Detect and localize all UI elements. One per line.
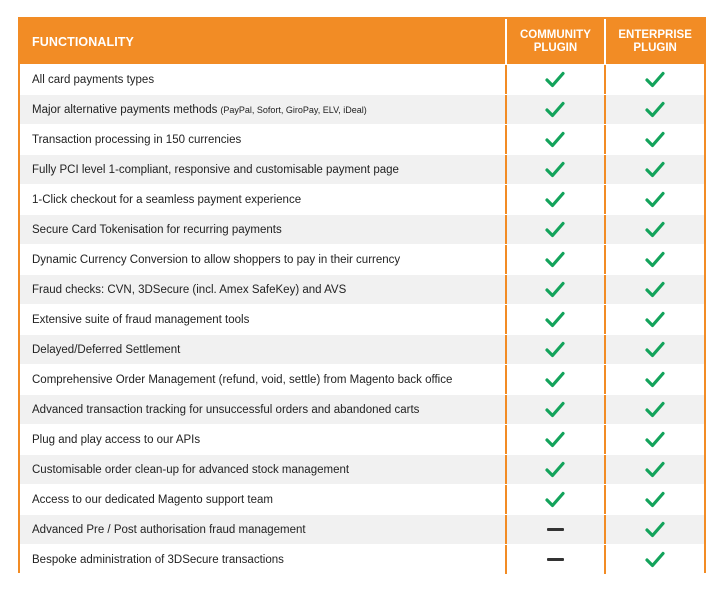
enterprise-plugin-cell: [604, 215, 704, 244]
community-plugin-cell: [505, 395, 605, 424]
community-plugin-cell: [505, 455, 605, 484]
check-icon: [545, 251, 565, 268]
feature-cell: [20, 65, 505, 94]
feature-cell: [20, 125, 505, 154]
check-icon: [645, 191, 665, 208]
table-row: [20, 94, 704, 124]
enterprise-plugin-cell: [604, 335, 704, 364]
enterprise-plugin-cell: [604, 395, 704, 424]
feature-cell: [20, 485, 505, 514]
table-row: [20, 454, 704, 484]
feature-cell: [20, 395, 505, 424]
community-plugin-cell: [505, 215, 605, 244]
table-header: [20, 19, 704, 64]
feature-cell: [20, 545, 505, 574]
enterprise-plugin-cell: [604, 65, 704, 94]
table-row: [20, 334, 704, 364]
feature-label: Advanced transaction tracking for unsuccessful orders and abandoned carts: [32, 403, 420, 416]
community-plugin-cell: [505, 545, 605, 574]
enterprise-plugin-cell: [604, 485, 704, 514]
enterprise-plugin-cell: [604, 275, 704, 304]
feature-label: Major alternative payments methods: [32, 103, 218, 116]
feature-label: Customisable order clean-up for advanced stock management: [32, 463, 350, 476]
check-icon: [645, 491, 665, 508]
enterprise-plugin-cell: [604, 365, 704, 394]
feature-label: Plug and play access to our APIs: [32, 433, 201, 446]
check-icon: [545, 461, 565, 478]
enterprise-plugin-cell: [604, 545, 704, 574]
check-icon: [645, 221, 665, 238]
dash-icon: [547, 558, 564, 561]
enterprise-plugin-cell: [604, 185, 704, 214]
feature-cell: [20, 245, 505, 274]
community-plugin-cell: [505, 245, 605, 274]
table-row: [20, 214, 704, 244]
check-icon: [545, 71, 565, 88]
feature-label: Fraud checks: CVN, 3DSecure (incl. Amex SafeKey) and AVS: [32, 283, 347, 296]
feature-label: 1-Click checkout for a seamless payment experience: [32, 193, 302, 206]
check-icon: [545, 191, 565, 208]
table-row: [20, 424, 704, 454]
check-icon: [645, 131, 665, 148]
feature-label: Fully PCI level 1-compliant, responsive and customisable payment page: [32, 163, 399, 176]
feature-cell: [20, 425, 505, 454]
header-community-plugin: COMMUNITY PLUGIN: [505, 19, 605, 64]
enterprise-plugin-cell: [604, 95, 704, 124]
feature-cell: [20, 185, 505, 214]
community-plugin-cell: [505, 125, 605, 154]
feature-cell: [20, 455, 505, 484]
header-functionality: FUNCTIONALITY: [32, 34, 134, 49]
table-row: [20, 64, 704, 94]
enterprise-plugin-cell: [604, 245, 704, 274]
community-plugin-cell: [505, 515, 605, 544]
table-row: [20, 514, 704, 544]
table-row: [20, 364, 704, 394]
check-icon: [545, 341, 565, 358]
check-icon: [545, 491, 565, 508]
feature-label: Transaction processing in 150 currencies: [32, 133, 242, 146]
enterprise-plugin-cell: [604, 125, 704, 154]
check-icon: [645, 461, 665, 478]
table-row: [20, 244, 704, 274]
check-icon: [645, 521, 665, 538]
table-row: [20, 304, 704, 334]
feature-cell: [20, 275, 505, 304]
check-icon: [645, 281, 665, 298]
feature-label: Secure Card Tokenisation for recurring payments: [32, 223, 282, 236]
check-icon: [645, 71, 665, 88]
enterprise-plugin-cell: [604, 305, 704, 334]
feature-label: Extensive suite of fraud management tools: [32, 313, 250, 326]
community-plugin-cell: [505, 155, 605, 184]
table-row: [20, 544, 704, 574]
check-icon: [545, 221, 565, 238]
table-row: [20, 124, 704, 154]
feature-label: Delayed/Deferred Settlement: [32, 343, 181, 356]
check-icon: [545, 101, 565, 118]
community-plugin-cell: [505, 365, 605, 394]
table-row: [20, 394, 704, 424]
community-plugin-cell: [505, 65, 605, 94]
check-icon: [645, 101, 665, 118]
community-plugin-cell: [505, 275, 605, 304]
feature-cell: [20, 305, 505, 334]
feature-label: Access to our dedicated Magento support team: [32, 493, 274, 506]
table-row: [20, 484, 704, 514]
enterprise-plugin-cell: [604, 425, 704, 454]
check-icon: [645, 311, 665, 328]
check-icon: [545, 131, 565, 148]
community-plugin-cell: [505, 305, 605, 334]
community-plugin-cell: [505, 425, 605, 454]
feature-cell: [20, 155, 505, 184]
community-plugin-cell: [505, 95, 605, 124]
table-row: [20, 274, 704, 304]
check-icon: [645, 551, 665, 568]
feature-cell: [20, 515, 505, 544]
check-icon: [645, 341, 665, 358]
table-row: [20, 184, 704, 214]
check-icon: [645, 161, 665, 178]
header-enterprise-plugin: ENTERPRISE PLUGIN: [604, 19, 704, 64]
community-plugin-cell: [505, 485, 605, 514]
check-icon: [545, 431, 565, 448]
feature-label: Comprehensive Order Management (refund, void, settle) from Magento back office: [32, 373, 453, 386]
check-icon: [645, 431, 665, 448]
feature-cell: [20, 365, 505, 394]
feature-label: All card payments types: [32, 73, 155, 86]
feature-cell: [20, 335, 505, 364]
community-plugin-cell: [505, 335, 605, 364]
enterprise-plugin-cell: [604, 515, 704, 544]
check-icon: [545, 281, 565, 298]
check-icon: [645, 401, 665, 418]
check-icon: [545, 161, 565, 178]
check-icon: [545, 371, 565, 388]
feature-cell: [20, 95, 505, 124]
enterprise-plugin-cell: [604, 455, 704, 484]
feature-label: Advanced Pre / Post authorisation fraud management: [32, 523, 306, 536]
check-icon: [645, 371, 665, 388]
dash-icon: [547, 528, 564, 531]
check-icon: [545, 401, 565, 418]
community-plugin-cell: [505, 185, 605, 214]
check-icon: [645, 251, 665, 268]
check-icon: [545, 311, 565, 328]
feature-label: Dynamic Currency Conversion to allow shoppers to pay in their currency: [32, 253, 401, 266]
comparison-table: [18, 17, 706, 573]
table-body: [20, 64, 704, 574]
feature-cell: [20, 215, 505, 244]
feature-note: (PayPal, Sofort, GiroPay, ELV, iDeal): [220, 104, 367, 115]
table-row: [20, 154, 704, 184]
enterprise-plugin-cell: [604, 155, 704, 184]
feature-label: Bespoke administration of 3DSecure transactions: [32, 553, 284, 566]
